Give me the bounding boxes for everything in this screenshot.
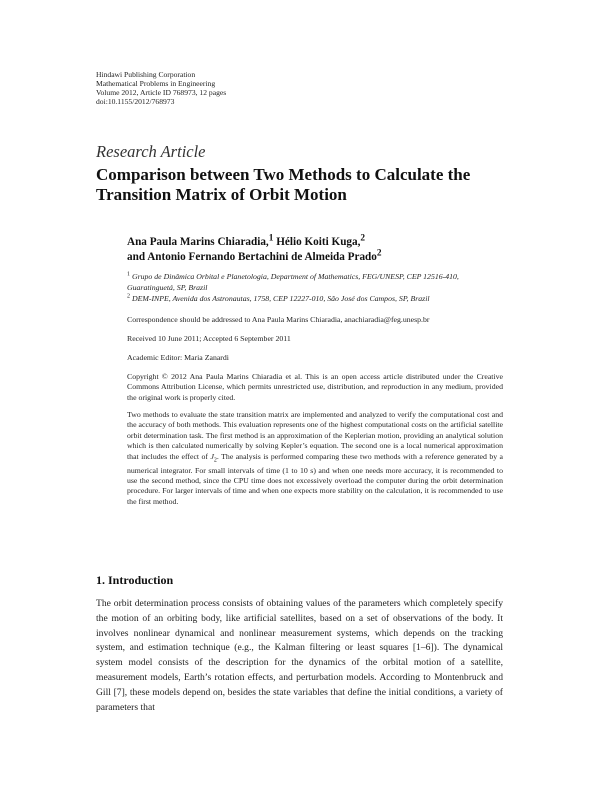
paper-title: Comparison between Two Methods to Calculate the Transition Matrix of Orbit Motion xyxy=(96,165,471,204)
affiliation-1 xyxy=(127,271,507,293)
affiliation-number: 1 xyxy=(127,271,130,278)
author-affil-mark: 2 xyxy=(360,233,366,244)
section-body: The orbit determination process consists of obtaining values of the parameters which completely specify the motion of an orbiting body, like artificial satellites, based on a set of observations of the body. It involves nonlinear dynamical and nonlinear measurement systems, which depends on the tracking system, and estimation technique (e.g., the Kalman filtering or least squares [1–6]). The dynamical system model consists of the description for the dynamics of the orbital motion of a satellite, measurement models, Earth’s rotation effects, and perturbation models. According to Montenbruck and Gill [7], these models depend on, besides the state variables that define the initial conditions, a variety of parameters that xyxy=(96,598,503,713)
journal-name: Mathematical Problems in Engineering xyxy=(96,78,216,88)
dates: Received 10 June 2011; Accepted 6 September 2011 xyxy=(127,334,291,343)
affiliation-2 xyxy=(127,293,507,304)
j2-symbol: J xyxy=(210,451,214,461)
j2-subscript: 2 xyxy=(213,457,217,464)
affiliation-number: 2 xyxy=(127,293,130,300)
copyright: Copyright © 2012 Ana Paula Marins Chiaradia et al. This is an open access article distributed under the Creative Commons Attribution License, which permits unrestricted use, distribution, and reproduction in any medium, provided the original work is properly cited. xyxy=(127,372,503,402)
abstract-text: . The analysis is performed comparing these two methods with a reference generated by a numerical integrator. For small intervals of time (1 to 10 s) and when one needs more accuracy, it is recommended to use the second method, since the CPU time does not excessively overload the computer during the orbit determination procedure. For larger intervals of time and when one expects more stability on the calculation, it is recommended to use the first method. xyxy=(127,451,504,506)
abstract-text: Two methods to evaluate the state transition matrix are implemented and analyzed to verify the computational cost and the accuracy of both methods. This evaluation represents one of the highest computational costs on the artificial satellite orbit determination task. The first method is an approximation of the Keplerian motion, providing an analytical solution which is then calculated numerically by solving Kepler’s equation. The second one is a local numerical approximation that includes the effect of xyxy=(127,410,503,461)
abstract xyxy=(127,410,503,507)
article-type: Research Article xyxy=(96,142,206,161)
section-heading: 1. Introduction xyxy=(96,573,174,587)
author-line-1 xyxy=(127,235,527,250)
academic-editor: Academic Editor: Maria Zanardi xyxy=(127,353,229,362)
author-name: Ana Paula Marins Chiaradia, xyxy=(127,236,269,248)
volume-info: Volume 2012, Article ID 768973, 12 pages xyxy=(96,87,227,97)
author-list xyxy=(127,235,527,265)
correspondence: Correspondence should be addressed to Ana Paula Marins Chiaradia, anachiaradia@feg.unesp.br xyxy=(127,315,430,324)
doi: doi:10.1155/2012/768973 xyxy=(96,96,175,106)
author-affil-mark: 2 xyxy=(376,248,382,259)
author-name: Hélio Koiti Kuga, xyxy=(273,236,361,248)
publisher: Hindawi Publishing Corporation xyxy=(96,70,196,79)
affiliation-text: Grupo de Dinâmica Orbital e Planetologia, Department of Mathematics, FEG/UNESP, CEP 12516-410, Guaratinguetá, SP, Brazil xyxy=(127,272,459,292)
author-affil-mark: 1 xyxy=(268,233,274,244)
author-name: and Antonio Fernando Bertachini de Almeida Prado xyxy=(127,251,377,263)
author-line-2 xyxy=(127,250,527,265)
journal-header xyxy=(96,71,226,107)
affiliation-text: DEM-INPE, Avenida dos Astronautas, 1758, CEP 12227-010, São José dos Campos, SP, Brazil xyxy=(131,294,430,303)
